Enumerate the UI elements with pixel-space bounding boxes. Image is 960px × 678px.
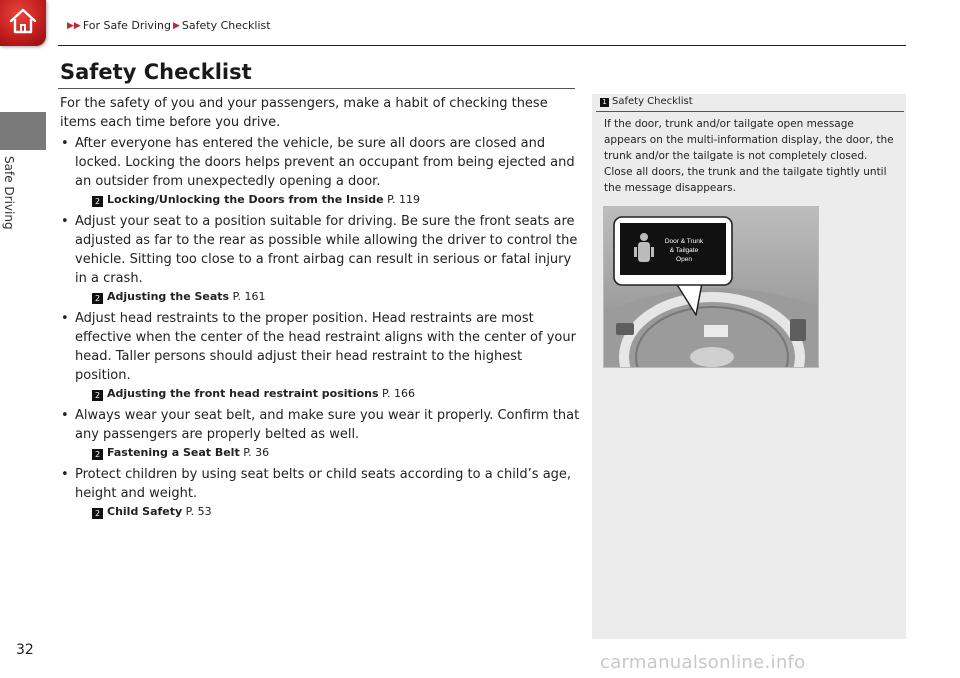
home-button[interactable] — [0, 0, 46, 46]
list-item — [60, 309, 580, 385]
display-message-line2: & Tailgate — [669, 247, 699, 254]
cross-reference[interactable] — [92, 504, 580, 520]
reference-title[interactable]: Child Safety — [107, 505, 183, 518]
display-message-line3: Open — [676, 256, 692, 263]
reference-page[interactable]: P. 53 — [185, 505, 212, 518]
page-title: Safety Checklist — [60, 60, 252, 84]
main-content — [60, 94, 580, 524]
list-item — [60, 134, 580, 191]
side-note-text: If the door, trunk and/or tailgate open message appears on the multi-information display, the door, the trunk and/or the tailgate is not completely closed. Close all doors, the trunk and the tailgate tightly until the message disappears. — [604, 118, 894, 194]
breadcrumb-arrow-icon: ▶ — [172, 20, 180, 31]
reference-arrow-icon: 2 — [92, 390, 103, 401]
intro-paragraph: For the safety of you and your passengers, make a habit of checking these items each time before you drive. — [60, 96, 548, 130]
header-divider — [58, 45, 906, 46]
reference-title[interactable]: Adjusting the Seats — [107, 290, 230, 303]
note-marker-icon: 1 — [600, 98, 609, 107]
breadcrumb-arrow-icon: ▶▶ — [67, 20, 81, 31]
chapter-label-text: Safe Driving — [2, 156, 16, 230]
list-item-text: Always wear your seat belt, and make sure you wear it properly. Confirm that any passengers are properly belted as well. — [75, 408, 580, 442]
reference-title[interactable]: Adjusting the front head restraint positions — [107, 387, 379, 400]
reference-page[interactable]: P. 166 — [382, 387, 415, 400]
reference-arrow-icon: 2 — [92, 196, 103, 207]
list-item-text: Protect children by using seat belts or child seats according to a child’s age, height and weight. — [75, 467, 572, 501]
bullet-icon: • — [61, 136, 69, 151]
breadcrumb-link-for-safe-driving[interactable]: For Safe Driving — [82, 19, 171, 32]
title-divider — [58, 88, 575, 89]
reference-arrow-icon: 2 — [92, 508, 103, 519]
list-item — [60, 212, 580, 288]
reference-arrow-icon: 2 — [92, 449, 103, 460]
list-item-text: Adjust head restraints to the proper position. Head restraints are most effective when the center of the head restraint aligns with the center of your head. Taller persons should adjust their head restraint to the highest position. — [75, 311, 576, 383]
side-note-divider — [596, 111, 904, 112]
bullet-icon: • — [61, 214, 69, 229]
bullet-icon: • — [61, 408, 69, 423]
reference-page[interactable]: P. 119 — [387, 193, 420, 206]
cross-reference[interactable] — [92, 192, 580, 208]
list-item-text: Adjust your seat to a position suitable for driving. Be sure the front seats are adjusted as far to the rear as possible while allowing the driver to control the vehicle. Sitting too close to a front airbag can result in serious or fatal injury in a crash. — [75, 214, 578, 286]
side-note-title: Safety Checklist — [612, 96, 693, 107]
chapter-tab[interactable] — [0, 112, 46, 150]
chapter-label — [2, 156, 26, 246]
reference-page[interactable]: P. 36 — [243, 446, 270, 459]
breadcrumb-current: Safety Checklist — [181, 19, 271, 32]
home-icon — [8, 7, 38, 39]
watermark-text: carmanualsonline.info — [600, 652, 806, 673]
cross-reference[interactable] — [92, 386, 580, 402]
list-item — [60, 465, 580, 503]
reference-arrow-icon: 2 — [92, 293, 103, 304]
instrument-panel-illustration — [603, 206, 819, 368]
page-number: 32 — [16, 642, 34, 658]
reference-title[interactable]: Locking/Unlocking the Doors from the Inside — [107, 193, 384, 206]
cross-reference[interactable] — [92, 289, 580, 305]
cross-reference[interactable] — [92, 445, 580, 461]
breadcrumb — [67, 19, 271, 32]
display-message-line1: Door & Trunk — [664, 238, 704, 245]
reference-page[interactable]: P. 161 — [232, 290, 266, 303]
bullet-icon: • — [61, 311, 69, 326]
bullet-icon: • — [61, 467, 69, 482]
side-note-heading — [592, 96, 904, 107]
list-item-text: After everyone has entered the vehicle, be sure all doors are closed and locked. Locking the doors helps prevent an occupant from being ejected and an outsider from unexpectedly opening a door. — [75, 136, 575, 189]
reference-title[interactable]: Fastening a Seat Belt — [107, 446, 240, 459]
list-item — [60, 406, 580, 444]
